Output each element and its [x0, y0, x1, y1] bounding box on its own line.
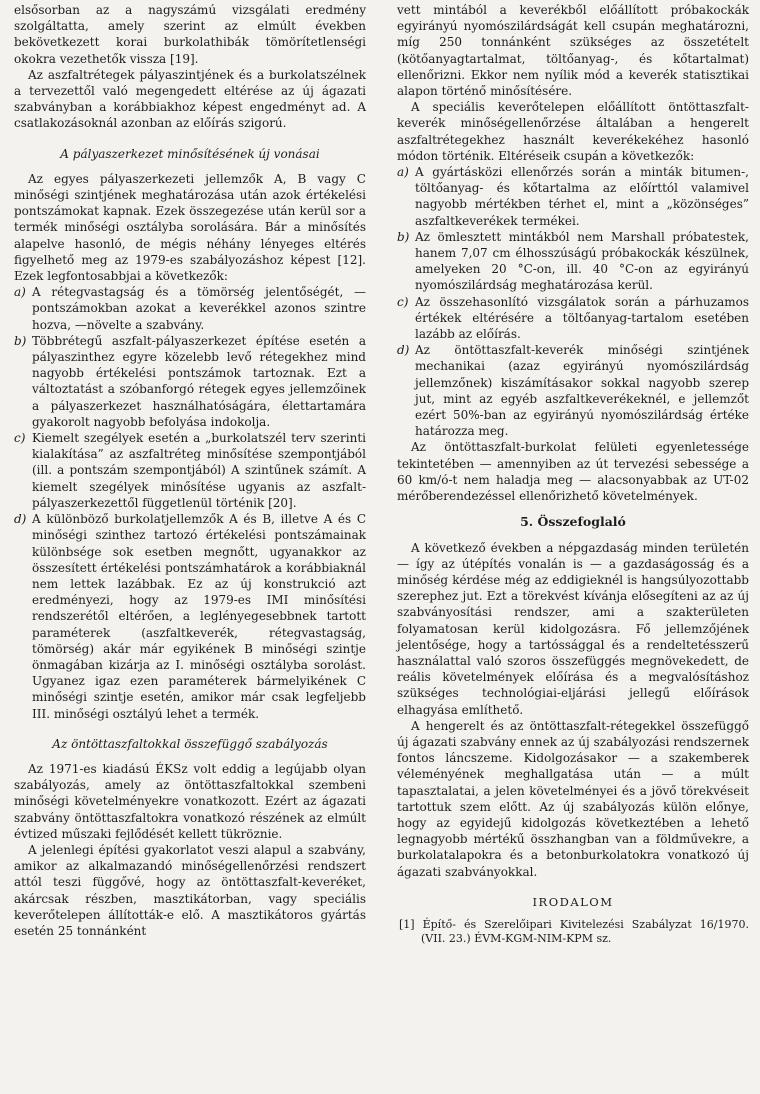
list-marker: c): [14, 431, 26, 446]
reference-entry: [1] Építő- és Szerelőipari Kivitelezési Szabályzat 16/1970. (VII. 23.) ÉVM-KGM-NIM-KPM sz.: [399, 917, 749, 945]
list-item-text: A gyártásközi ellenőrzés során a minták bitumen-, töltőanyag- és kőtartalma az előírttól valamivel nagyobb mértékben térhet el, mint a „közönséges” aszfaltkeverékek termékei.: [415, 165, 749, 228]
list-item-text: Az ömlesztett mintákból nem Marshall próbatestek, hanem 7,07 cm élhosszúságú próbakockák készülnek, amelyeken 20 °C-on, ill. 40 °C-on az egyirányú nyomószilárdság meghatározása kerül.: [415, 229, 749, 293]
paragraph: Az 1971-es kiadású ÉKSz volt eddig a legújabb olyan szabályozás, amely az öntöttaszfaltokkal szembeni minőségi követelményekre vonatkozott. Ezért az ágazati szabvány öntöttaszfaltokra vonatkozó részének az elmúlt évtized műszaki fejlődését kellett tükröznie.: [14, 761, 366, 841]
references-heading: IRODALOM: [532, 894, 614, 909]
list-marker: c): [397, 294, 409, 309]
list-item: [397, 229, 749, 294]
list-marker: a): [397, 165, 409, 180]
right-column: [397, 2, 749, 946]
paragraph: A következő években a népgazdaság minden területén — így az útépítés vonalán is — a gazdaságosság és a minőség kérdése még az eddigieknél is hangsúlyozottabb szerephez jut. Ezt a törekvést kívánja elősegíteni az az új szabványosítási rendszer, ami a szakterületen folyamatosan kerül kidolgozásra. Fő jellemzőjének jelentősége, hogy a tartóssággal és a rendeltetésszerű használattal való szoros összefüggés megnövekedett, de reális követelmények előírása és a megvalósításhoz szükséges technológiai-eljárási jellegű előírások elhagyása említhető.: [397, 540, 749, 717]
list-item: [14, 511, 366, 722]
paragraph: Az aszfaltrétegek pályaszintjének és a burkolatszélnek a tervezettől való megengedett eltérése az új ágazati szabványban a korábbiakhoz képest engedményt ad. A csatlakozásoknál azonban az előírás szigorú.: [14, 67, 366, 131]
section-subheading: A pályaszerkezet minősítésének új vonásai: [60, 146, 320, 161]
list-marker: d): [397, 343, 410, 358]
paragraph: elsősorban az a nagyszámú vizsgálati eredmény szolgáltatta, amely szerint az elmúlt években bekövetkezett korai burkolathibák tömörítetlenségi okokra vezethetők vissza [19].: [14, 3, 366, 66]
paragraph: Az öntöttaszfalt-burkolat felületi egyenletessége tekintetében — amennyiben az út tervezési sebessége a 60 km/ó-t nem haladja meg — alacsonyabbak az UT-02 mérőberendezéssel ellenőrizhető követelmények.: [397, 440, 749, 504]
paragraph: Az egyes pályaszerkezeti jellemzők A, B vagy C minőségi szintjének meghatározása után azok értékelési pontszámokat kapnak. Ezek összegezése után kerül sor a termék minőségi osztályba sorolására. Bár a minősítés alapelve hasonló, de mégis néhány lényeges eltérés figyelhető meg az 1979-es szabályozáshoz képest [12]. Ezek legfontosabbjai a következők:: [14, 171, 366, 284]
list-item-text: Az öntöttaszfalt-keverék minőségi szintjének mechanikai (azaz egyirányú nyomószilárdság jellemzőnek) kiszámításakor sokkal nagyobb szerep jut, mint az egyéb aszfaltkeverékeknél, e jellemzőt ezért 50%-ban az egyirányú nyomószilárdság értéke határozza meg.: [415, 343, 749, 439]
list-item: [14, 430, 366, 511]
list-marker: b): [14, 333, 27, 348]
list-item: [397, 294, 749, 343]
list-marker: a): [14, 285, 26, 300]
list-item-text: A rétegvastagság és a tömörség jelentőségét, — pontszámokban azokat a keverékkel azonos szintre hozva, —növelte a szabvány.: [32, 285, 366, 332]
list-item-text: Kiemelt szegélyek esetén a „burkolatszél terv szerinti kialakítása” az aszfaltréteg minősítése szempontjából (ill. a pontszám szempontjából) A szintűnek számít. A kiemelt szegélyek minősítése ugyanis az aszfalt-pályaszerkezettől függetlenül történik [20].: [32, 431, 366, 510]
list-item-text: A különböző burkolatjellemzők A és B, illetve A és C minőségi szinthez tartozó értékelési pontszámainak különbsége sok esetben megnőtt, ugyanakkor az összesített értékelési pontszámhatárok a korábbiaknál nem lettek lazábbak. Ez az új konstrukció azt eredményezi, hogy az 1979-es IMI minősítési rendszerétől eltérően, a leglényegesebbnek tartott paraméterek (aszfaltkeverék, rétegvastagság, tömörség) akár már egyikének B minőségi szintje önmagában kizárja az I. minőségi osztályba sorolást. Ugyanez igaz ezen paraméterek bármelyikének C minőségi szintje esetén, amikor már csak legfeljebb III. minőségi osztályú lehet a termék.: [32, 512, 366, 721]
list-item: [14, 333, 366, 430]
list-item: [397, 342, 749, 439]
paragraph: A speciális keverőtelepen előállított öntöttaszfalt-keverék minőségellenőrzése általában a hengerelt aszfaltrétegekhez használt keverékekéhez hasonló módon történik. Eltéréseik csupán a következők:: [397, 100, 749, 163]
paragraph: A hengerelt és az öntöttaszfalt-rétegekkel összefüggő új ágazati szabvány ennek az új szabályozási rendszernek fontos láncszeme. Kidolgozásakor — a szakemberek véleményének meghallgatása után — a múlt tapasztalatai, a jelen követelményei és a jövő törekvéseit tartottuk szem előtt. Az új szabályozás külön előnye, hogy az egyidejű kidolgozás következtében a lehető legnagyobb mértékű összhangban van a földművekre, a burkolatalapokra és a betonburkolatokra vonatkozó új ágazati szabványokkal.: [397, 718, 749, 879]
section-heading: 5. Összefoglaló: [520, 514, 626, 530]
list-item-text: Az összehasonlító vizsgálatok során a párhuzamos értékek eltérésére a töltőanyag-tartalom esetében lazább az előírás.: [415, 294, 749, 342]
list-marker: d): [14, 512, 27, 527]
list-item-text: Többrétegű aszfalt-pályaszerkezet építése esetén a pályaszinthez egyre közelebb levő rétegekhez mind nagyobb értékelési pontszámok tartoznak. Ezt a változtatást a szóbanforgó rétegek egyes jellemzőinek a pályaszerkezet használhatóságára, élettartamára gyakorolt nagyobb befolyása indokolja.: [32, 333, 366, 429]
paragraph: vett mintából a keverékből előállított próbakockák egyirányú nyomószilárdságát kell csupán meghatározni, míg 250 tonnánként szükséges az összetételt (kötőanyagtartalmat, töltőanyag-, és kőtartalmat) ellenőrizni. Ekkor nem nyílik mód a keverék statisztikai alapon történő minősítésére.: [397, 3, 749, 99]
list-marker: b): [397, 229, 410, 244]
section-subheading: Az öntöttaszfaltokkal összefüggő szabályozás: [52, 736, 328, 751]
list-item: [14, 284, 366, 333]
list-item: [397, 164, 749, 229]
paragraph: A jelenlegi építési gyakorlatot veszi alapul a szabvány, amikor az alkalmazandó minőségellenőrzési rendszert attól teszi függővé, hogy az öntöttaszfalt-keveréket, akárcsak részben, masztikátorban, vagy speciális keverőtelepen állították-e elő. A masztikátoros gyártás esetén 25 tonnánként: [14, 842, 366, 938]
left-column: [14, 2, 366, 939]
